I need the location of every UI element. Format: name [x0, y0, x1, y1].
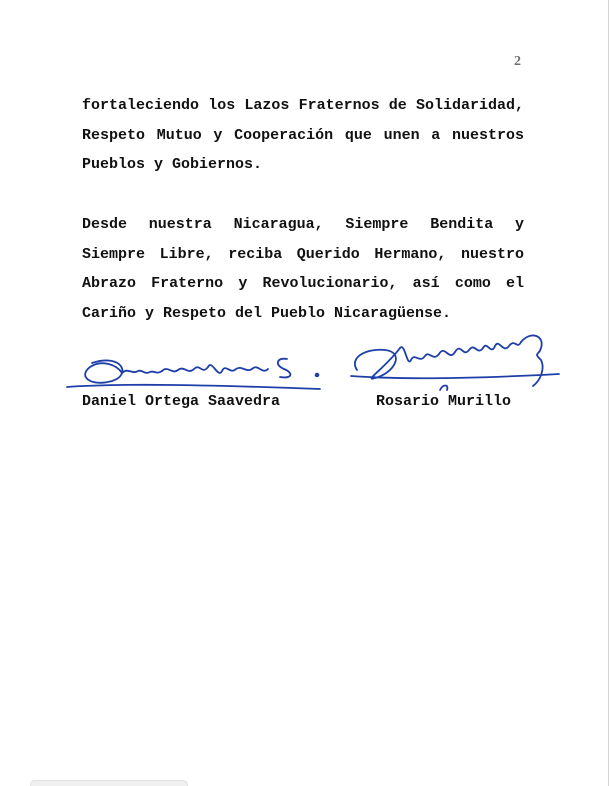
letter-paragraph-1: fortaleciendo los Lazos Fraternos de Solidaridad, Respeto Mutuo y Cooperación que unen a nuestros Pueblos y Gobiernos.: [82, 97, 524, 173]
horizontal-scrollbar[interactable]: [30, 780, 188, 786]
signature-daniel-ortega: [62, 345, 332, 395]
page-number: 2: [514, 54, 521, 69]
signer-name-left: Daniel Ortega Saavedra: [82, 393, 281, 410]
signer-name-right: Rosario Murillo: [376, 393, 512, 410]
letter-paragraph-2: Desde nuestra Nicaragua, Siempre Bendita y Siempre Libre, reciba Querido Hermano, nuestro Abrazo Fraterno y Revolucionario, así como el Cariño y Respeto del Pueblo Nicaragüense.: [82, 216, 524, 322]
signature-rosario-murillo: [345, 328, 565, 393]
